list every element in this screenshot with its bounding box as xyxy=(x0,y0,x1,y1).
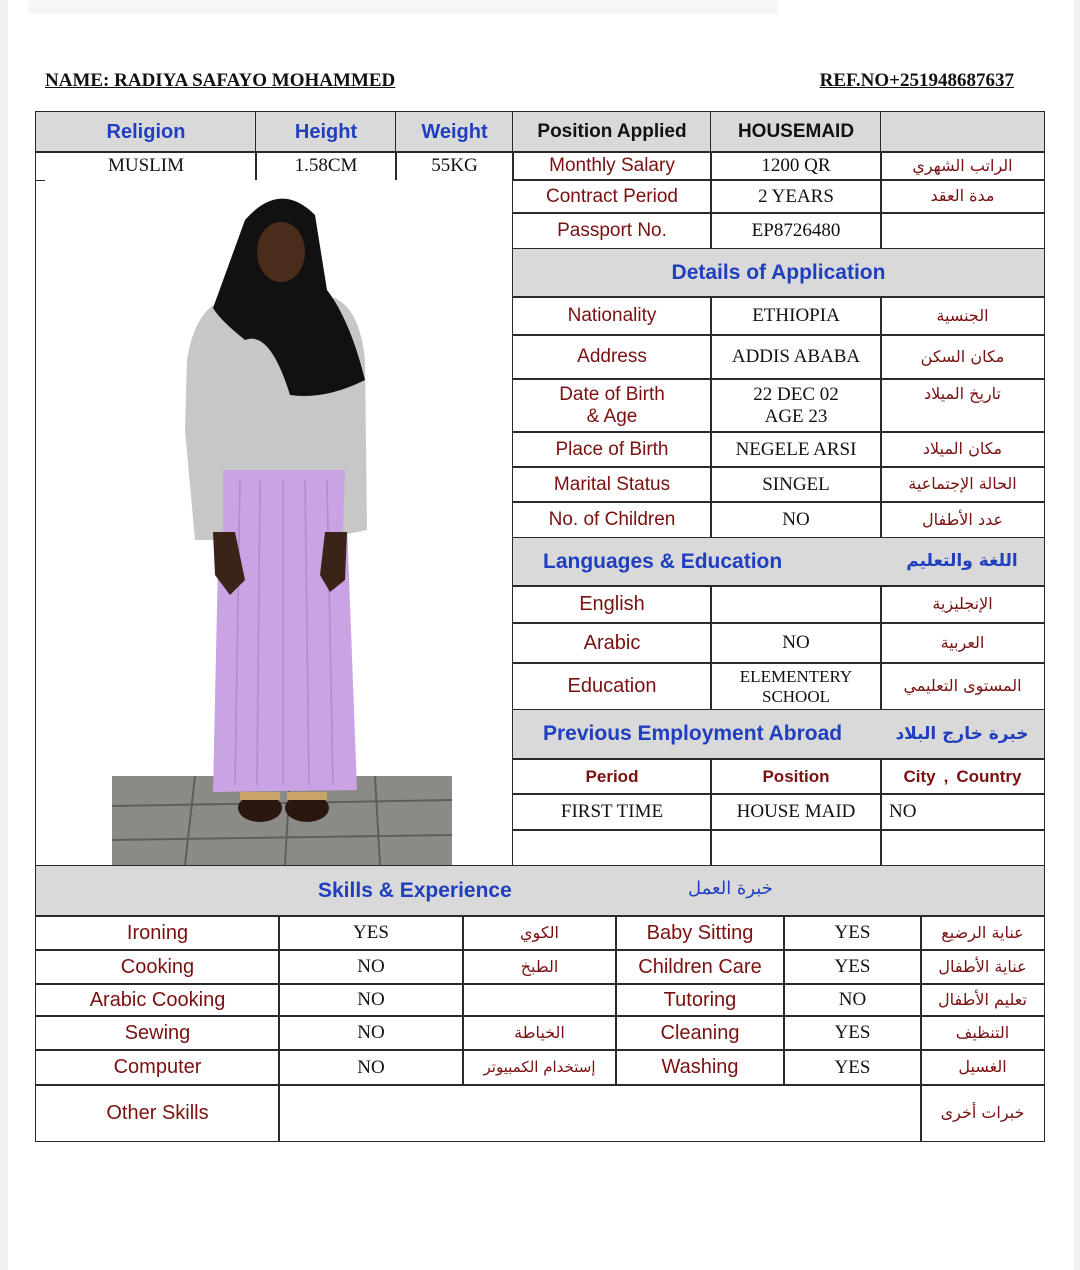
education-label: Education xyxy=(512,662,712,711)
skill-tutoring-label: Tutoring xyxy=(615,983,785,1017)
contract-period-label: Contract Period xyxy=(512,179,712,214)
skill-sewing-label: Sewing xyxy=(35,1015,280,1051)
skill-computer-value: NO xyxy=(278,1049,464,1086)
nationality-arabic: الجنسية xyxy=(880,296,1045,336)
skill-washing-arabic: الغسيل xyxy=(920,1049,1045,1086)
skill-childrencare-arabic: عناية الأطفال xyxy=(920,949,1045,985)
skill-ironing-value: YES xyxy=(278,915,464,951)
religion-value: MUSLIM xyxy=(35,151,257,181)
address-value: ADDIS ABABA xyxy=(710,334,882,380)
skill-babysitting-value: YES xyxy=(783,915,922,951)
skill-arabic-cooking-arabic xyxy=(462,983,617,1017)
address-arabic: مكان السكن xyxy=(880,334,1045,380)
height-value: 1.58CM xyxy=(255,151,397,181)
skill-arabic-cooking-label: Arabic Cooking xyxy=(35,983,280,1017)
education-value xyxy=(710,662,882,711)
skill-cooking-arabic: الطبخ xyxy=(462,949,617,985)
skill-ironing-label: Ironing xyxy=(35,915,280,951)
cv-page xyxy=(8,0,1074,1270)
contract-period-arabic: مدة العقد xyxy=(880,179,1045,214)
address-label: Address xyxy=(512,334,712,380)
arabic-label: Arabic xyxy=(512,622,712,664)
position-value: HOUSE MAID xyxy=(710,793,882,831)
education-arabic: المستوى التعليمي xyxy=(880,662,1045,711)
children-arabic: عدد الأطفال xyxy=(880,501,1045,539)
details-title: Details of Application xyxy=(512,248,1045,298)
place-of-birth-label: Place of Birth xyxy=(512,431,712,468)
other-skills-label: Other Skills xyxy=(35,1084,280,1142)
skills-title-arabic: خبرة العمل xyxy=(688,878,773,899)
dob-date: 22 DEC 02 xyxy=(753,383,839,405)
dob-label xyxy=(512,378,712,433)
dob-label-line2: & Age xyxy=(586,405,638,427)
children-value: NO xyxy=(710,501,882,539)
education-value-line1: ELEMENTERY xyxy=(739,666,853,686)
education-value-line2: SCHOOL xyxy=(761,686,830,706)
dob-value xyxy=(710,378,882,433)
skill-washing-label: Washing xyxy=(615,1049,785,1086)
applicant-photo xyxy=(45,180,519,865)
dob-label-line1: Date of Birth xyxy=(559,383,665,405)
applicant-name: NAME: RADIYA SAFAYO MOHAMMED xyxy=(45,70,396,91)
position-applied-empty xyxy=(880,111,1045,153)
skill-computer-arabic: إستخدام الكمبيوتر xyxy=(462,1049,617,1086)
empty-period xyxy=(512,829,712,867)
marital-status-value: SINGEL xyxy=(710,466,882,503)
skills-title-bar xyxy=(35,865,1045,917)
nationality-label: Nationality xyxy=(512,296,712,336)
nationality-value: ETHIOPIA xyxy=(710,296,882,336)
english-arabic: الإنجليزية xyxy=(880,585,1045,624)
skill-tutoring-value: NO xyxy=(783,983,922,1017)
skill-computer-label: Computer xyxy=(35,1049,280,1086)
skill-babysitting-arabic: عناية الرضيع xyxy=(920,915,1045,951)
marital-status-label: Marital Status xyxy=(512,466,712,503)
weight-label: Weight xyxy=(395,111,514,153)
passport-label: Passport No. xyxy=(512,212,712,250)
period-header: Period xyxy=(512,758,712,795)
skill-cooking-label: Cooking xyxy=(35,949,280,985)
arabic-value: NO xyxy=(710,622,882,664)
country-header: Country xyxy=(956,766,1022,786)
skill-sewing-value: NO xyxy=(278,1015,464,1051)
empty-city-country xyxy=(880,829,1045,867)
passport-value: EP8726480 xyxy=(710,212,882,250)
monthly-salary-value: 1200 QR xyxy=(710,151,882,181)
top-strip xyxy=(28,0,778,14)
skill-childrencare-label: Children Care xyxy=(615,949,785,985)
languages-title: Languages & Education xyxy=(512,537,882,587)
monthly-salary-label: Monthly Salary xyxy=(512,151,712,181)
skill-cleaning-label: Cleaning xyxy=(615,1015,785,1051)
skill-babysitting-label: Baby Sitting xyxy=(615,915,785,951)
city-country-value: NO xyxy=(880,793,1045,831)
other-skills-value xyxy=(278,1084,922,1142)
children-label: No. of Children xyxy=(512,501,712,539)
empty-position xyxy=(710,829,882,867)
previous-employment-title-arabic: خبرة خارج البلاد xyxy=(880,709,1045,760)
skill-cleaning-value: YES xyxy=(783,1015,922,1051)
english-value xyxy=(710,585,882,624)
dob-age: AGE 23 xyxy=(764,405,828,427)
previous-employment-title: Previous Employment Abroad xyxy=(512,709,882,760)
skill-cooking-value: NO xyxy=(278,949,464,985)
city-country-separator: , xyxy=(943,766,949,786)
skill-ironing-arabic: الكوي xyxy=(462,915,617,951)
reference-number: REF.NO+251948687637 xyxy=(819,70,1014,91)
height-label: Height xyxy=(255,111,397,153)
other-skills-arabic: خبرات أخرى xyxy=(920,1084,1045,1142)
skills-title: Skills & Experience xyxy=(318,879,512,902)
religion-label: Religion xyxy=(35,111,257,153)
english-label: English xyxy=(512,585,712,624)
weight-value: 55KG xyxy=(395,151,514,181)
position-applied-value: HOUSEMAID xyxy=(710,111,882,153)
place-of-birth-value: NEGELE ARSI xyxy=(710,431,882,468)
place-of-birth-arabic: مكان الميلاد xyxy=(880,431,1045,468)
city-header: City xyxy=(903,766,936,786)
dob-arabic: تاريخ الميلاد xyxy=(880,378,1045,433)
contract-period-value: 2 YEARS xyxy=(710,179,882,214)
skill-tutoring-arabic: تعليم الأطفال xyxy=(920,983,1045,1017)
period-value: FIRST TIME xyxy=(512,793,712,831)
arabic-arabic: العربية xyxy=(880,622,1045,664)
skill-cleaning-arabic: التنظيف xyxy=(920,1015,1045,1051)
position-applied-label: Position Applied xyxy=(512,111,712,153)
monthly-salary-arabic: الراتب الشهري xyxy=(880,151,1045,181)
skill-sewing-arabic: الخياطة xyxy=(462,1015,617,1051)
passport-empty xyxy=(880,212,1045,250)
marital-status-arabic: الحالة الإجتماعية xyxy=(880,466,1045,503)
city-country-header xyxy=(880,758,1045,795)
skill-arabic-cooking-value: NO xyxy=(278,983,464,1017)
skill-childrencare-value: YES xyxy=(783,949,922,985)
position-header: Position xyxy=(710,758,882,795)
languages-title-arabic: اللغة والتعليم xyxy=(880,537,1045,587)
skill-washing-value: YES xyxy=(783,1049,922,1086)
